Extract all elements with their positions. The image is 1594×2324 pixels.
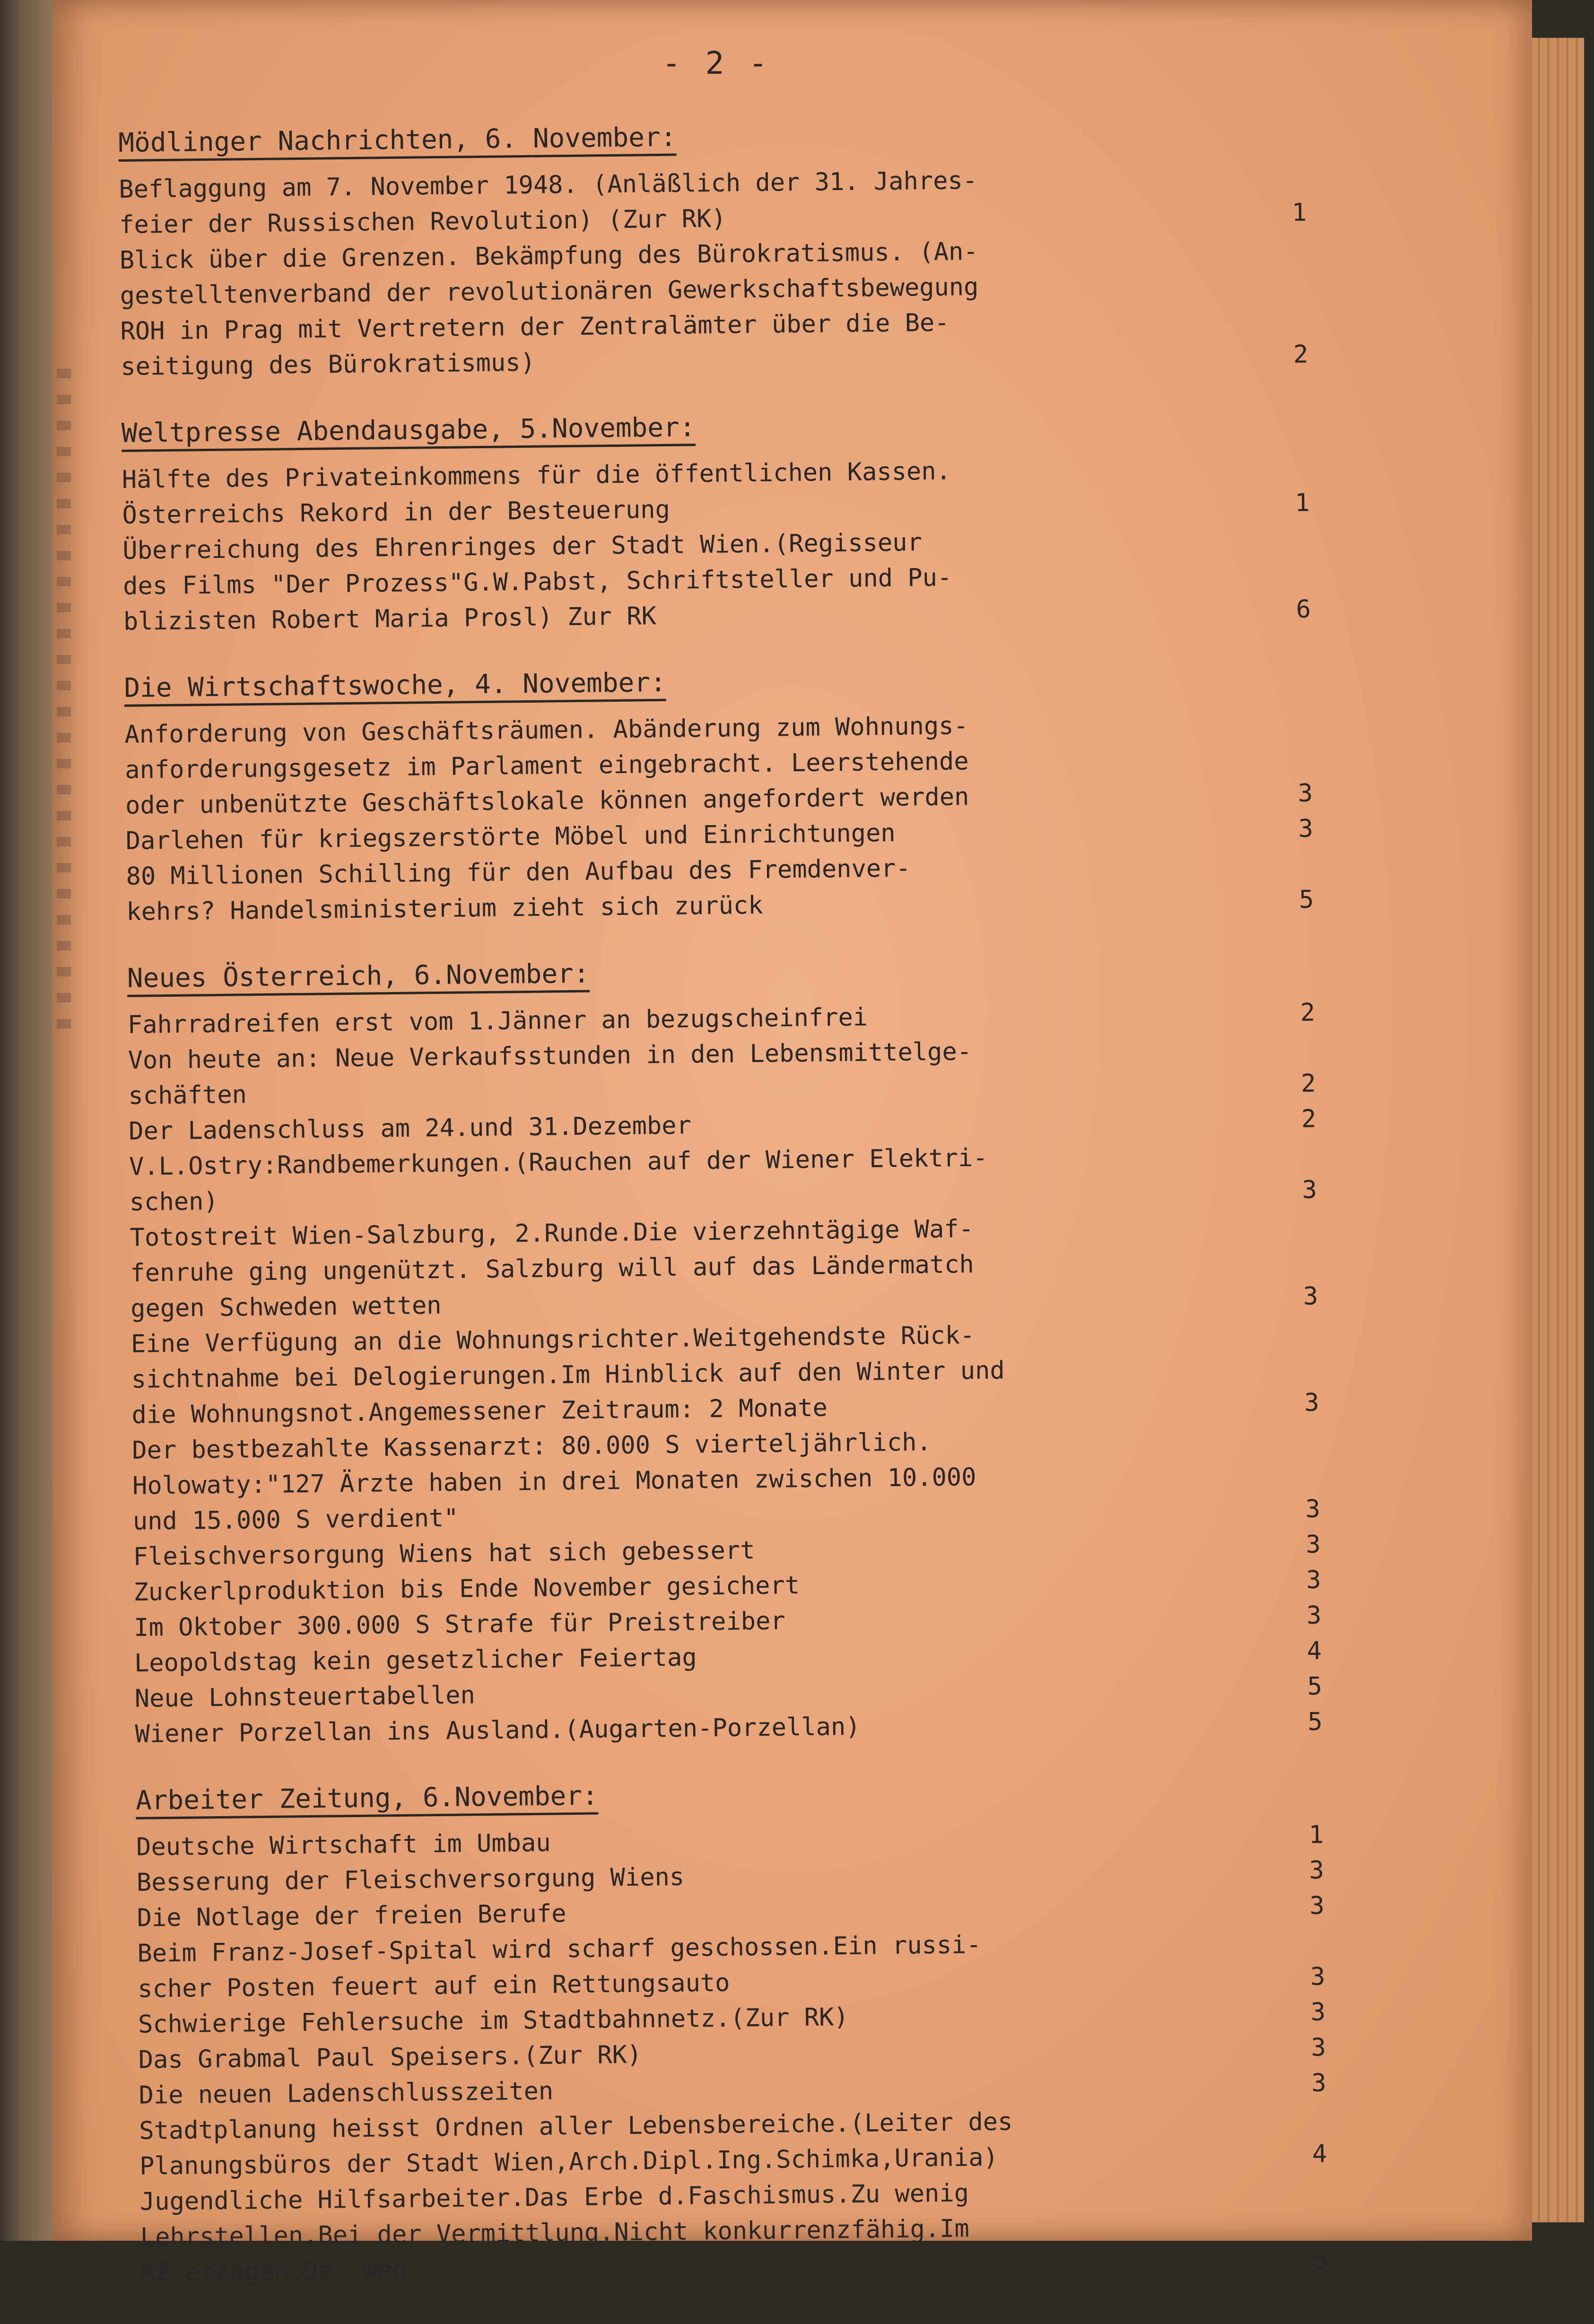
article-line: Planungsbüros der Stadt Wien,Arch.Dipl.Ing.Schimka,Urania) — [139, 2143, 999, 2181]
article-line: Die Notlage der freien Berufe — [137, 1899, 566, 1932]
article-line: V.L.Ostry:Randbemerkungen.(Rauchen auf der Wiener Elektri- — [129, 1143, 988, 1181]
article-entry — [119, 160, 1307, 243]
page-number: - 2 - — [662, 45, 770, 81]
article-line: 80 Millionen Schilling für den Aufbau des Fremdenver- — [126, 854, 911, 891]
reference-number: 4 — [1307, 1636, 1322, 1665]
article-line: die Wohnungsnot.Angemessener Zeitraum: 2 Monate — [131, 1393, 828, 1429]
press-digest-list — [118, 115, 1328, 2324]
margin-stamp-marks — [57, 369, 71, 1031]
newspaper-section — [124, 661, 1314, 930]
article-line: KZ erzogen.Der Weg — [140, 2255, 408, 2287]
article-line: feier der Russischen Revolution) (Zur RK) — [119, 204, 726, 239]
reference-number: 6 — [1296, 595, 1311, 624]
article-line: Von heute an: Neue Verkaufsstunden in den Lebensmittelge- — [128, 1037, 972, 1075]
article-line: Jugendliche Hilfsarbeiter.Das Erbe d.Faschismus.Zu wenig — [139, 2179, 969, 2216]
reference-number: 2 — [1293, 340, 1308, 369]
article-line: Das Grabmal Paul Speisers.(Zur RK) — [138, 2040, 642, 2074]
article-line: Zuckerlproduktion bis Ende November gesichert — [133, 1571, 800, 1607]
reference-number: 3 — [1306, 1566, 1321, 1594]
reference-number: 2 — [1300, 998, 1315, 1027]
section-heading: Mödlinger Nachrichten, 6. November: — [118, 122, 677, 162]
article-line: Besserung der Fleischversorgung Wiens — [136, 1863, 685, 1897]
section-heading: Weltpresse Abendausgabe, 5.November: — [121, 412, 695, 452]
reference-number: 3 — [1310, 1998, 1326, 2027]
reference-number: 2 — [1301, 1105, 1316, 1133]
article-line: Österreichs Rekord in der Besteuerung — [122, 495, 671, 530]
article-entry — [129, 1137, 1317, 1220]
article-line: Beim Franz-Josef-Spital wird scharf geschossen.Ein russi- — [137, 1931, 982, 1968]
article-line: gestelltenverband der revolutionären Gewerkschaftsbewegung — [120, 272, 979, 310]
article-entry — [128, 1031, 1316, 1114]
reference-number: 5 — [1307, 1707, 1323, 1736]
article-entry — [119, 231, 1308, 385]
article-line: Der bestbezahlte Kassenarzt: 80.000 S vierteljährlich. — [131, 1428, 932, 1465]
article-line: des Films "Der Prozess"G.W.Pabst, Schriftsteller und Pu- — [122, 563, 952, 601]
article-line: Darlehen für kriegszerstörte Möbel und Einrichtungen — [125, 818, 896, 855]
reference-number: 4 — [1312, 2140, 1327, 2168]
article-line: Blick über die Grenzen. Bekämpfung des Bürokratismus. (An- — [119, 237, 978, 275]
section-heading: Die Wirtschaftswoche, 4. November: — [124, 667, 666, 707]
article-line: scher Posten feuert auf ein Rettungsauto — [137, 1968, 730, 2003]
reference-number: 3 — [1298, 814, 1314, 843]
article-entry — [126, 847, 1314, 930]
article-entry — [122, 521, 1311, 640]
reference-number: 3 — [1310, 1962, 1325, 1991]
article-line: und 15.000 S verdient" — [132, 1504, 459, 1536]
article-line: ROH in Prag mit Vertretern der Zentralämter über die Be- — [120, 308, 949, 346]
reference-number: 1 — [1291, 198, 1307, 227]
article-line: gegen Schweden wetten — [130, 1291, 442, 1323]
reference-number: 3 — [1309, 1891, 1325, 1920]
article-line: anforderungsgesetz im Parlament eingebracht. Leerstehende — [124, 747, 969, 784]
article-line: Holowaty:"127 Ärzte haben in drei Monaten zwischen 10.000 — [132, 1463, 976, 1500]
article-line: oder unbenützte Geschäftslokale können angefordert werden — [125, 783, 969, 820]
article-entry — [131, 1421, 1321, 1540]
article-line: Totostreit Wien-Salzburg, 2.Runde.Die vierzehntägige Waf- — [130, 1215, 974, 1252]
section-heading: Arbeiter Zeitung, 6.November: — [136, 1781, 598, 1819]
article-entry — [122, 450, 1310, 533]
article-line: Neue Lohnsteuertabellen — [134, 1681, 476, 1713]
article-line: kehrs? Handelsministerium zieht sich zurück — [126, 891, 763, 926]
section-heading: Neues Österreich, 6.November: — [127, 958, 590, 997]
article-line: schäften — [128, 1080, 247, 1110]
reference-number: 3 — [1306, 1530, 1321, 1559]
article-entry — [124, 705, 1313, 824]
article-line: Stadtplanung heisst Ordnen aller Lebensbereiche.(Leiter des — [139, 2107, 1013, 2145]
article-line: seitigung des Bürokratismus) — [120, 348, 536, 381]
article-line: Eine Verfügung an die Wohnungsrichter.Weitgehendste Rück- — [131, 1321, 975, 1358]
reference-number: 3 — [1311, 2033, 1326, 2062]
article-line: blizisten Robert Maria Prosl) Zur RK — [123, 602, 657, 636]
article-line: Im Oktober 300.000 S Strafe für Preistreiber — [133, 1607, 785, 1642]
newspaper-section — [118, 115, 1308, 385]
article-line: Deutsche Wirtschaft im Umbau — [136, 1828, 551, 1862]
page-stack-edge — [1532, 38, 1584, 2222]
article-entry — [139, 2172, 1328, 2291]
article-line: fenruhe ging ungenützt. Salzburg will auf das Ländermatch — [130, 1250, 975, 1288]
article-entry — [139, 2101, 1327, 2185]
article-entry — [137, 1924, 1325, 2007]
article-line: Beflaggung am 7. November 1948. (Anläßlich der 31. Jahres- — [119, 166, 978, 204]
scan-edge-left — [0, 0, 52, 2241]
reference-number: 3 — [1304, 1388, 1320, 1417]
newspaper-section — [121, 406, 1311, 640]
article-line: Fahrradreifen erst vom 1.Jänner an bezugscheinfrei — [127, 1003, 868, 1039]
article-entry — [130, 1208, 1318, 1327]
reference-number: 5 — [1313, 2246, 1328, 2275]
article-line: Fleischversorgung Wiens hat sich gebessert — [133, 1536, 755, 1571]
article-line: Schwierige Fehlersuche im Stadtbahnnetz.(Zur RK) — [138, 2003, 849, 2039]
article-line: Lehrstellen.Bei der Vermittlung.Nicht konkurrenzfähig.Im — [140, 2214, 970, 2252]
article-line: Leopoldstag kein gesetzlicher Feiertag — [134, 1643, 697, 1678]
reference-number: 2 — [1300, 1069, 1316, 1098]
article-line: Die neuen Ladenschlusszeiten — [139, 2077, 554, 2110]
reference-number: 5 — [1298, 885, 1314, 914]
reference-number: 3 — [1305, 1495, 1321, 1523]
article-line: sichtnahme bei Delogierungen.Im Hinblick auf den Winter und — [131, 1356, 1005, 1394]
article-line: Wiener Porzellan ins Ausland.(Augarten-Porzellan) — [135, 1712, 861, 1749]
reference-number: 5 — [1307, 1672, 1323, 1701]
reference-number: 1 — [1295, 488, 1310, 517]
newspaper-section — [135, 1773, 1328, 2291]
reference-number: 1 — [1308, 1820, 1324, 1849]
reference-number: 3 — [1298, 779, 1313, 808]
article-line: Anforderung von Geschäftsräumen. Abänderung zum Wohnungs- — [124, 712, 969, 749]
reference-number: 3 — [1309, 1856, 1324, 1885]
newspaper-section — [127, 951, 1323, 1752]
article-entry — [131, 1314, 1320, 1433]
article-line: Der Ladenschluss am 24.und 31.Dezember — [128, 1111, 692, 1146]
article-line: Hälfte des Privateinkommens für die öffentlichen Kassen. — [122, 457, 951, 494]
article-line: Überreichung des Ehrenringes der Stadt Wien.(Regisseur — [122, 528, 923, 565]
article-line: schen) — [129, 1187, 218, 1217]
reference-number: 3 — [1302, 1175, 1317, 1204]
reference-number: 3 — [1303, 1282, 1318, 1311]
reference-number: 3 — [1311, 2069, 1327, 2098]
reference-number: 3 — [1306, 1601, 1322, 1630]
